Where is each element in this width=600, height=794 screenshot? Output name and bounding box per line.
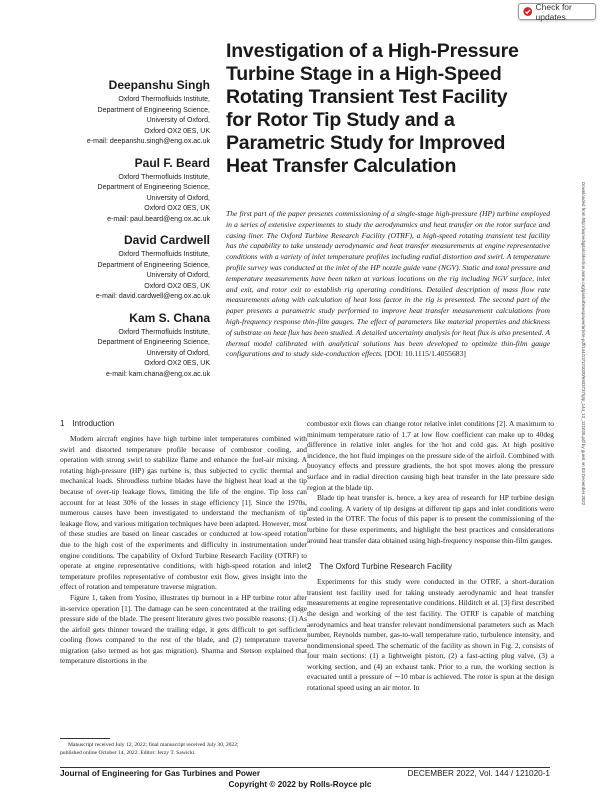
affiliation-line: Oxford Thermofluids Institute, — [118, 96, 210, 103]
author-block — [50, 311, 210, 381]
author-name: Kam S. Chana — [129, 310, 210, 325]
author-email[interactable]: e-mail: paul.beard@eng.ox.ac.uk — [107, 215, 210, 223]
author-block — [50, 156, 210, 226]
author-name: Paul F. Beard — [134, 155, 210, 170]
section-heading-otrf — [307, 562, 554, 572]
affiliation-line: Oxford OX2 0ES, UK — [144, 127, 210, 135]
title-line: Parametric Study for Improved — [226, 132, 506, 154]
section-number: 1 — [60, 419, 65, 428]
footnote — [60, 742, 307, 757]
download-watermark: Downloaded from http://asmedigitalcollection.asme.org/gasturbinespower/article-pdf/144/12/121020/6933737/gtp_144_12_121020.pdf by guest on 03 December 2022 — [581, 182, 586, 506]
footnote-divider — [60, 738, 110, 739]
title-line: for Rotor Tip Study and a — [226, 109, 455, 131]
check-for-updates-button[interactable] — [518, 3, 596, 20]
affiliation-line: University of Oxford, — [146, 117, 210, 124]
author-email[interactable]: e-mail: kam.chana@eng.ox.ac.uk — [106, 370, 210, 378]
affiliation-line: Department of Engineering Science, — [97, 339, 210, 346]
right-column — [307, 419, 554, 694]
author-email[interactable]: e-mail: david.cardwell@eng.ox.ac.uk — [95, 293, 210, 300]
section-title: Introduction — [72, 419, 115, 428]
check-updates-icon — [523, 6, 532, 17]
section-heading-introduction — [60, 419, 307, 429]
section-number: 2 — [307, 562, 312, 572]
affiliation-line: Oxford Thermofluids Institute, — [118, 173, 210, 181]
affiliation-line: Department of Engineering Science, — [97, 261, 210, 269]
doi-link[interactable]: [DOI: 10.1115/1.4055683] — [384, 349, 466, 359]
author-list — [50, 78, 210, 388]
author-name: David Cardwell — [123, 233, 210, 247]
body-paragraph: Blade tip heat transfer is, hence, a key area of research for HP turbine design and cooling. A variety of tip designs at different tip gaps and inlet conditions were tested in the OTRF. The focus of this paper is to present the commissioning of the turbine for these experiments, and highlight the best practices and considerations around heat transfer data obtained using high-frequency response thin-film gauges. — [307, 493, 554, 545]
check-updates-label: Check for updates — [535, 1, 572, 22]
copyright: Copyright © 2022 by Rolls-Royce plc — [228, 780, 372, 789]
footer-divider — [60, 767, 550, 768]
affiliation-line: Oxford OX2 0ES, UK — [144, 360, 210, 367]
title-line: Heat Transfer Calculation — [226, 155, 457, 177]
body-paragraph: combustor exit flows can change rotor relative inlet conditions [2]. A maximum to minimum temperature ratio of 1.7 at low flow coefficient can make up to 40deg difference in relative inlet angles for the hot and cold gas. At high positive incidence, the hot fluid impinges on the pressure side of the airfoil. Combined with buoyancy effects and pressure gradients, the hot spot moves along the pressure surface and in radial direction causing high heat transfer in the late pressure side region at the blade tip. — [307, 419, 554, 492]
affiliation-line: University of Oxford, — [146, 349, 210, 357]
issue-info: DECEMBER 2022, Vol. 144 / 121020-1 — [407, 769, 550, 778]
affiliation-line: University of Oxford, — [146, 272, 210, 279]
title-line: Investigation of a High-Pressure — [226, 40, 519, 62]
body-paragraph: Modern aircraft engines have high turbine inlet temperatures combined with swirl and distorted temperature profile because of combustor cooling, and operation with strong swirl to stabilize flame and enhance the fuel-air mixing. A rotating high-pressure (HP) gas turbine is, thus subjected to cyclic thermal and mechanical loads. Shroudless turbine blades have the highest heat load at the tip because of over-tip leakage flows, limiting the life of the engine. Tip loss can account for at least 30% of the losses in stage efficiency [1]. Since the 1970s, numerous causes have been investigated to understand the mechanism of tip leakage flow, and various mitigation techniques have been adapted. However, most of these studies are based on linear cascades or conducted at low-speed rotation due to the high cost of the experiments and difficulty in instrumentation under engine conditions. The capability of Oxford Turbine Research Facility (OTRF) to operate at engine representative conditions, with high-speed rotation and inlet temperature profiles representative of combustor exit flow, gives insight into the effect of rotation and temperature traverse migration. — [60, 434, 307, 592]
affiliation-line: Oxford OX2 0ES, UK — [144, 282, 210, 290]
affiliation-line: University of Oxford, — [146, 194, 210, 202]
title-line: Turbine Stage in a High-Speed — [226, 63, 502, 85]
affiliation-line: Department of Engineering Science, — [97, 184, 210, 191]
left-column — [60, 419, 307, 667]
author-email[interactable]: e-mail: deepanshu.singh@eng.ox.ac.uk — [86, 138, 210, 145]
body-paragraph: Figure 1, taken from Yosino, illustrates tip burnout in a HP turbine rotor after in-service operation [1]. The damage can be seen concentrated at the trailing edge pressure side of the blade. The present literature gives two possible reasons: (1) As the airfoil gets thinner toward the trailing edge, it gets difficult to get sufficient cooling flows compared to the rest of the blade, and (2) temperature traverse migration (also termed as hot gas migration). Sharma and Stetson explained that temperature distortions in the — [60, 592, 307, 666]
author-block — [50, 233, 210, 303]
title-line: Rotating Transient Test Facility — [226, 86, 508, 108]
body-paragraph: Experiments for this study were conducted in the OTRF, a short-duration transient test facility used for taking unsteady aerodynamic and heat transfer measurements at engine representative conditions. Hilditch et al. [3] first described the design and working of the test facility. The OTRF is capable of matching aerodynamics and heat transfer relevant nondimensional parameters such as Mach number, Reynolds number, gas-to-wall temperature ratio, turbulence intensity, and nondimensional speed. The schematic of the facility as shown in Fig. 2, consists of four main sections: (1) a lightweight piston, (2) a fast-acting plug valve, (3) a working section, and (4) an exhaust tank. Prior to a run, the working section is evacuated until a pressure of ∼10 mbar is achieved. The rotor is spun at the design rotational speed using an air motor. In — [307, 577, 554, 693]
section-title: The Oxford Turbine Research Facility — [319, 562, 452, 572]
abstract-text: The first part of the paper presents commissioning of a single-stage high-pressure (HP) turbine employed in a series of extensive experiments to study the aerodynamics and heat transfer on the rotor surface and casing liner. The Oxford Turbine Research Facility (OTRF), a high-speed rotating transient test facility has the capability to take unsteady aerodynamic and heat transfer measurements at engine representative conditions with a variety of inlet temperature profiles including radial distortion and swirl. A temperature profile survey was conducted at the inlet of the HP nozzle guide vane (NGV). Static and total pressure and temperature measurements have been taken at various locations on the rig including NGV surface, inlet and exit, and rotor exit to establish rig operating conditions. Detailed description of mass flow rate measurements along with calculation of heat loss factor in the rig is presented. The second part of the paper presents a parametric study performed to improve heat transfer measurement calculations from high-frequency response thin-film gauges. The effect of parameters like material properties and thickness of substrate on heat flux has been studied. A detailed uncertainty analysis for heat flux is also presented. A thermal model calibrated with analytical solutions has been developed to optimize thin-film gauge configurations and to study side-conduction effects. — [226, 209, 550, 359]
affiliation-line: Oxford OX2 0ES, UK — [144, 205, 210, 212]
author-name: Deepanshu Singh — [108, 78, 210, 92]
footnote-line: published online October 14, 2022. Editor: Jerzy T. Sawicki. — [60, 749, 196, 756]
affiliation-line: Oxford Thermofluids Institute, — [118, 328, 210, 336]
journal-name: Journal of Engineering for Gas Turbines and Power — [60, 769, 261, 778]
affiliation-line: Oxford Thermofluids Institute, — [118, 251, 210, 258]
affiliation-line: Department of Engineering Science, — [97, 106, 210, 114]
footnote-line: Manuscript received July 12, 2022; final manuscript received July 30, 2022; — [68, 742, 239, 748]
author-block — [50, 78, 210, 148]
paper-title — [226, 40, 526, 178]
abstract — [226, 209, 550, 360]
